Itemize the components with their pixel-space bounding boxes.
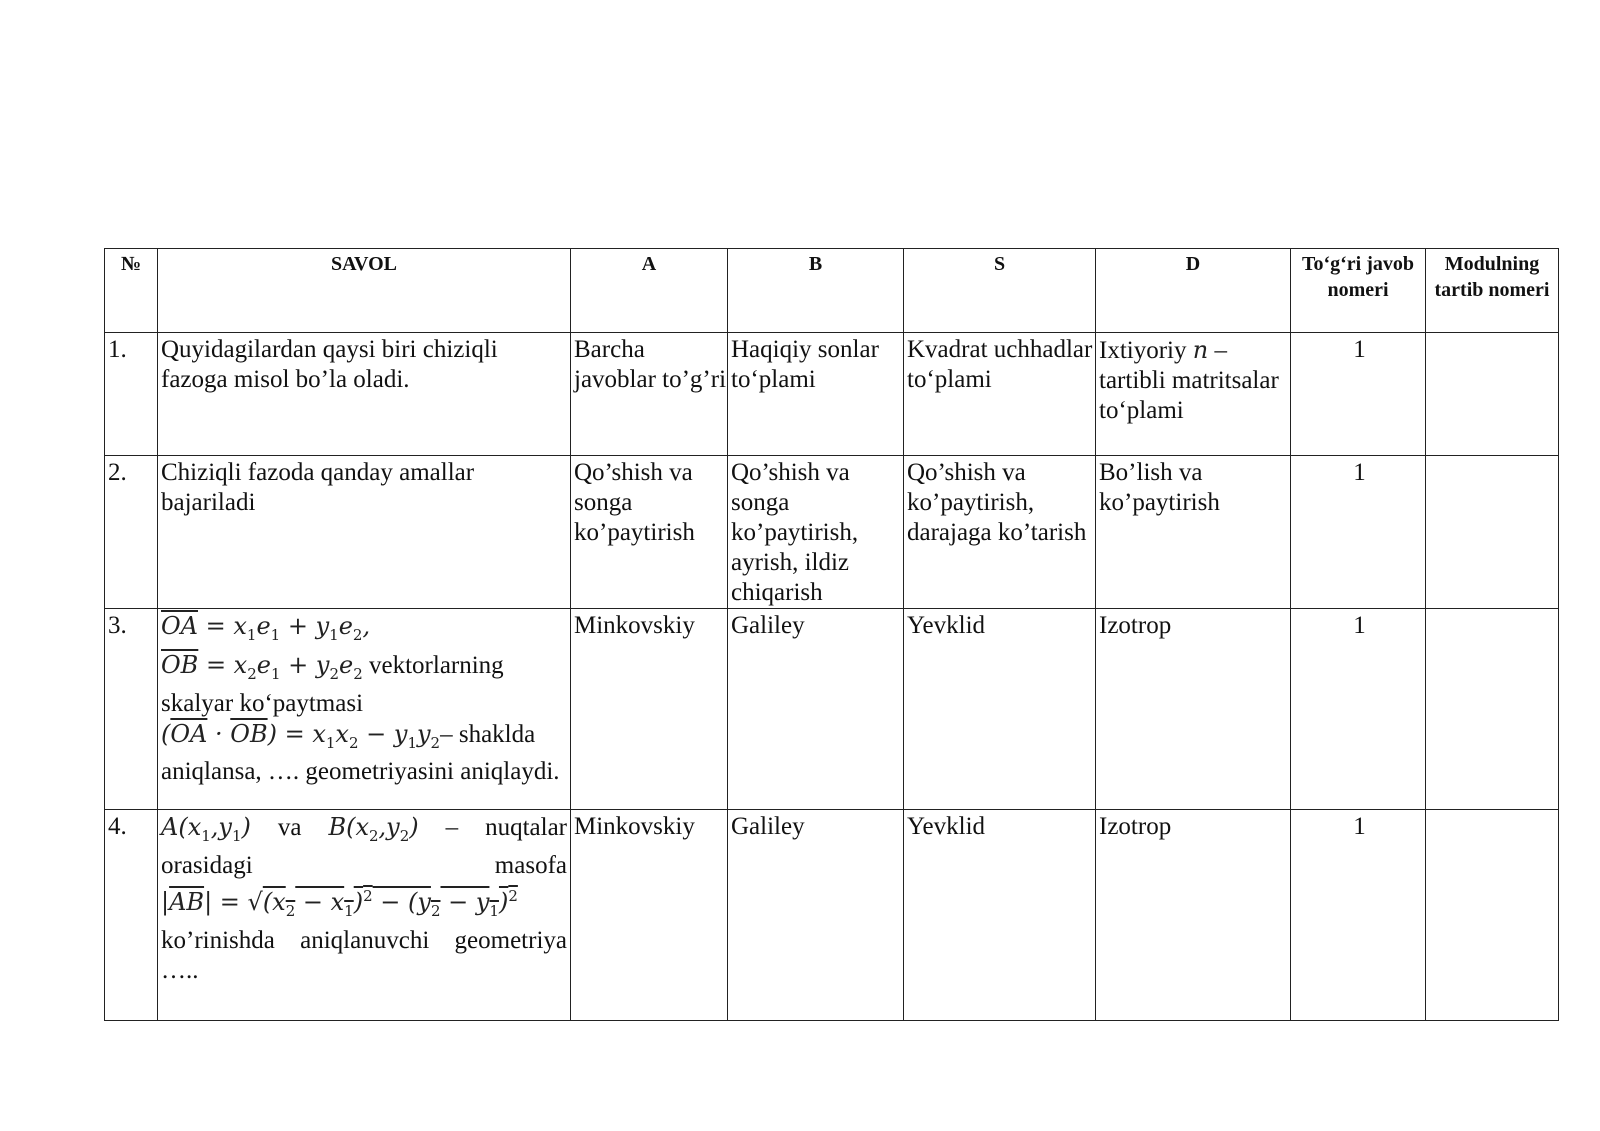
row-number: 1. [105, 333, 158, 456]
option-d-variable: n [1192, 336, 1209, 364]
option-b: Qo’shish va songa ko’paytirish, ayrish, ildiz chiqarish [728, 456, 904, 609]
table-row [105, 333, 1559, 456]
module-number [1426, 333, 1559, 456]
header-b: B [728, 249, 904, 333]
header-savol: SAVOL [158, 249, 571, 333]
header-num: № [105, 249, 158, 333]
option-b: Galiley [728, 810, 904, 1021]
question-text-part: aniqlansa, …. geometriyasini aniqlaydi. [161, 758, 560, 786]
option-b: Galiley [728, 609, 904, 810]
question-text-part: skalyar ko‘paytmasi [161, 689, 364, 717]
formula-ob: $\overline{OB} = x_2e_1 + y_2e_2$ [161, 650, 363, 683]
formula-scalar-line [161, 719, 570, 758]
option-s: Yevklid [904, 609, 1096, 810]
question-text-part: va [277, 814, 302, 841]
formula-oa: $\overline{OA} = x_1e_1 + y_1e_2$, [161, 612, 371, 644]
header-a: A [571, 249, 728, 333]
formula-ob-line [161, 650, 570, 689]
question-text-part: orasidagi masofa [161, 851, 567, 879]
formula-point-b: $B(x_2,y_2)$ [328, 813, 419, 845]
option-d: Izotrop [1096, 609, 1291, 810]
option-a: Minkovskiy [571, 609, 728, 810]
question-text-part: – nuqtalar [445, 814, 567, 841]
correct-answer: 1 [1291, 333, 1426, 456]
header-row [105, 249, 1559, 333]
option-s: Qo’shish va ko’paytirish, darajaga ko’tarish [904, 456, 1096, 609]
option-s: Kvadrat uchhadlar to‘plami [904, 333, 1096, 456]
option-d-suffix: – tartibli matritsalar to‘plami [1099, 337, 1279, 424]
question-text-part: – shaklda [440, 720, 536, 748]
table-row [105, 609, 1559, 810]
row-number: 2. [105, 456, 158, 609]
header-module-number: Modulning tartib nomeri [1426, 249, 1559, 333]
module-number [1426, 810, 1559, 1021]
question-text-part: vektorlarning [369, 651, 504, 679]
formula-scalar-product: $(\overline{OA} \cdot \overline{OB}) = x_1x_2 - y_1y_2$ [161, 719, 441, 752]
question-text-part: ko’rinishda aniqlanuvchi geometriya [161, 926, 567, 954]
correct-answer: 1 [1291, 456, 1426, 609]
module-number [1426, 456, 1559, 609]
option-b: Haqiqiy sonlar to‘plami [728, 333, 904, 456]
formula-distance: $|\overline{AB}| = √(x_2 - x_1)^2 - (y_2 - y_1)^2$ [161, 886, 518, 920]
option-a: Qo’shish va songa ko’paytirish [571, 456, 728, 609]
test-questions-table [104, 248, 1559, 1021]
option-a: Barcha javoblar to’g’ri [571, 333, 728, 456]
option-d: Bo’lish va ko’paytirish [1096, 456, 1291, 609]
module-number [1426, 609, 1559, 810]
correct-answer: 1 [1291, 609, 1426, 810]
question-text: Chiziqli fazoda qanday amallar bajariladi [158, 456, 571, 609]
option-a: Minkovskiy [571, 810, 728, 1021]
header-s: S [904, 249, 1096, 333]
option-s: Yevklid [904, 810, 1096, 1021]
option-d-prefix: Ixtiyoriy [1099, 337, 1193, 364]
header-d: D [1096, 249, 1291, 333]
question-text-part: ….. [161, 956, 199, 984]
row-number: 3. [105, 609, 158, 810]
question-text: Quyidagilardan qaysi biri chiziqli fazoga misol bo’la oladi. [158, 333, 571, 456]
header-correct-answer: To‘g‘ri javob nomeri [1291, 249, 1426, 333]
option-d: Izotrop [1096, 810, 1291, 1021]
question-text [158, 810, 571, 1021]
correct-answer: 1 [1291, 810, 1426, 1021]
option-d [1096, 333, 1291, 456]
question-text [158, 609, 571, 810]
points-line [161, 812, 570, 851]
row-number: 4. [105, 810, 158, 1021]
table-row [105, 456, 1559, 609]
formula-point-a: $A(x_1,y_1)$ [161, 813, 251, 845]
table-row [105, 810, 1559, 1021]
